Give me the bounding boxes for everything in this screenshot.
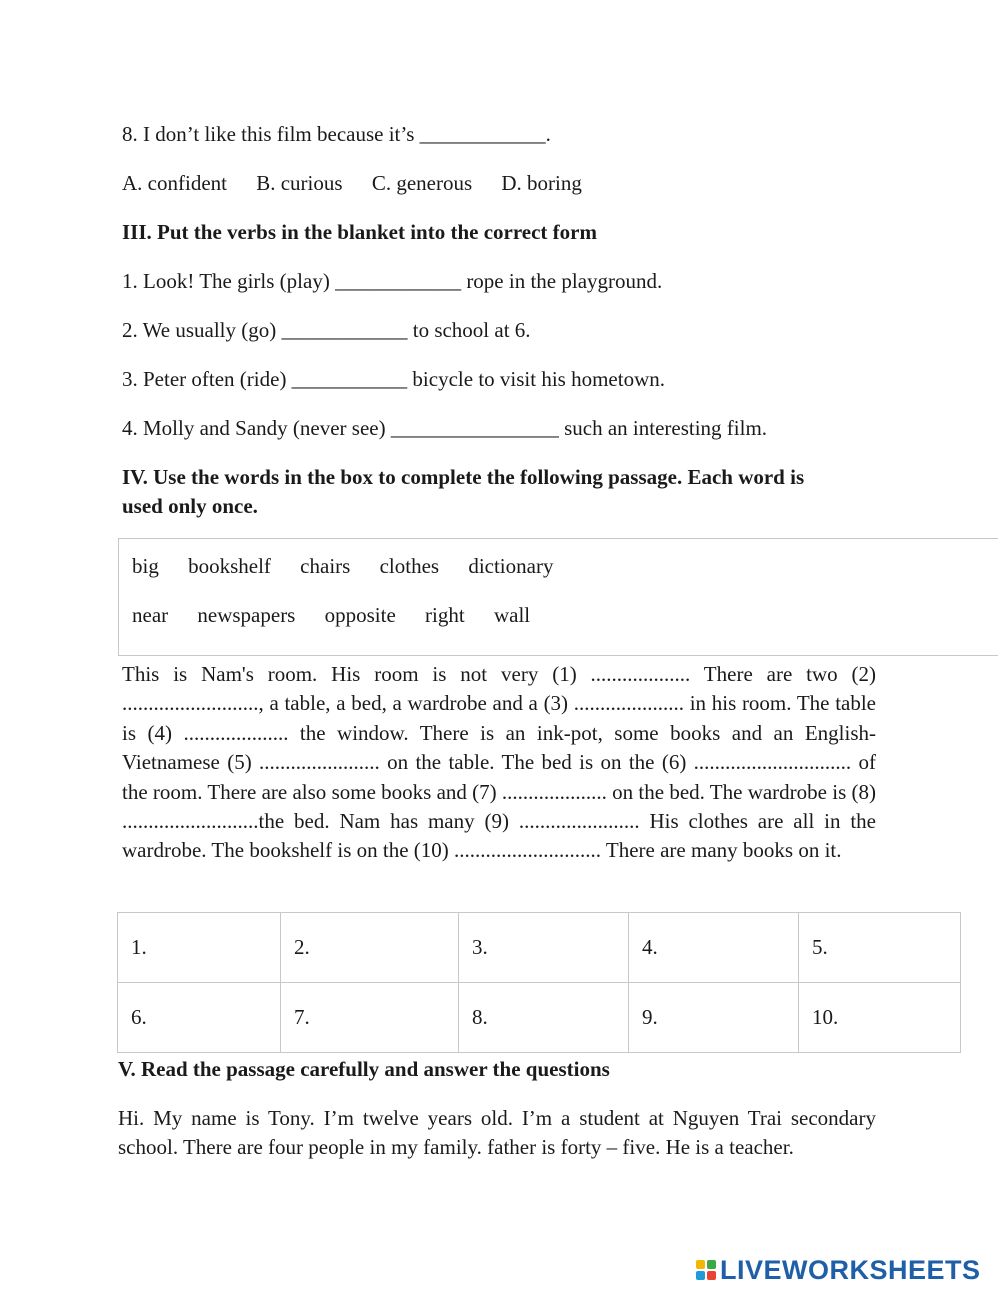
question-8-options <box>122 170 606 196</box>
word-right: right <box>425 603 465 627</box>
option-c[interactable]: C. generous <box>371 171 473 195</box>
answer-cell-2[interactable]: 2. <box>281 913 459 983</box>
logo-block-red <box>707 1271 716 1280</box>
answer-cell-10[interactable]: 10. <box>799 983 961 1053</box>
section-4-passage: This is Nam's room. His room is not very (1) ................... There are two (2) .........................., a table, a bed, a wardrobe and a (3) ..................... in his room. The table is (4) .................... the window. There is an ink-pot, some books and an English-Vietnamese (5) ....................... on the table. The bed is on the (6) .............................. of the room. There are also some books and (7) .................... on the bed. The wardrobe is (8) ..........................the bed. Nam has many (9) ....................... His clothes are all in the wardrobe. The bookshelf is on the (10) ............................ There are many books on it. <box>122 662 876 863</box>
word-big: big <box>132 554 159 578</box>
logo-block-green <box>707 1260 716 1269</box>
answer-row-2 <box>118 983 961 1053</box>
option-b[interactable]: B. curious <box>256 171 343 195</box>
answer-table <box>117 912 961 1053</box>
word-clothes: clothes <box>379 554 440 578</box>
answer-cell-6[interactable]: 6. <box>118 983 281 1053</box>
answer-cell-1[interactable]: 1. <box>118 913 281 983</box>
word-chairs: chairs <box>300 554 351 578</box>
word-bookshelf: bookshelf <box>188 554 271 578</box>
answer-row-1 <box>118 913 961 983</box>
word-opposite: opposite <box>324 603 396 627</box>
answer-cell-4[interactable]: 4. <box>629 913 799 983</box>
section-5-passage: Hi. My name is Tony. I’m twelve years old. I’m a student at Nguyen Trai secondary school. There are four people in my family. father is forty – five. He is a teacher. <box>118 1106 876 1159</box>
question-8: 8. I don’t like this film because it’s ____________. <box>122 122 551 146</box>
section-3-item-4: 4. Molly and Sandy (never see) ________________ such an interesting film. <box>122 416 768 440</box>
section-4-title-line2: used only once. <box>122 494 258 518</box>
section-5-title: V. Read the passage carefully and answer the questions <box>118 1057 610 1081</box>
word-box <box>118 538 998 656</box>
section-3-item-3: 3. Peter often (ride) ___________ bicycle to visit his hometown. <box>122 367 665 391</box>
option-a[interactable]: A. confident <box>122 171 227 195</box>
answer-cell-3[interactable]: 3. <box>459 913 629 983</box>
logo-blocks-icon <box>696 1260 716 1280</box>
word-box-row-2 <box>132 603 554 628</box>
word-dictionary: dictionary <box>468 554 554 578</box>
logo-text: LIVEWORKSHEETS <box>720 1254 981 1285</box>
section-4-title-line1: IV. Use the words in the box to complete the following passage. Each word is <box>122 465 805 489</box>
answer-cell-8[interactable]: 8. <box>459 983 629 1053</box>
section-3-item-1: 1. Look! The girls (play) ____________ rope in the playground. <box>122 269 663 293</box>
answer-cell-5[interactable]: 5. <box>799 913 961 983</box>
logo-block-yellow <box>696 1260 705 1269</box>
word-near: near <box>132 603 169 627</box>
section-3-title: III. Put the verbs in the blanket into the correct form <box>122 220 597 244</box>
logo-block-blue <box>696 1271 705 1280</box>
word-wall: wall <box>493 603 531 627</box>
word-newspapers: newspapers <box>197 603 296 627</box>
word-box-row-1 <box>132 554 577 579</box>
section-3-item-2: 2. We usually (go) ____________ to school at 6. <box>122 318 531 342</box>
answer-cell-7[interactable]: 7. <box>281 983 459 1053</box>
option-d[interactable]: D. boring <box>501 171 582 195</box>
liveworksheets-logo <box>696 1255 981 1285</box>
answer-cell-9[interactable]: 9. <box>629 983 799 1053</box>
